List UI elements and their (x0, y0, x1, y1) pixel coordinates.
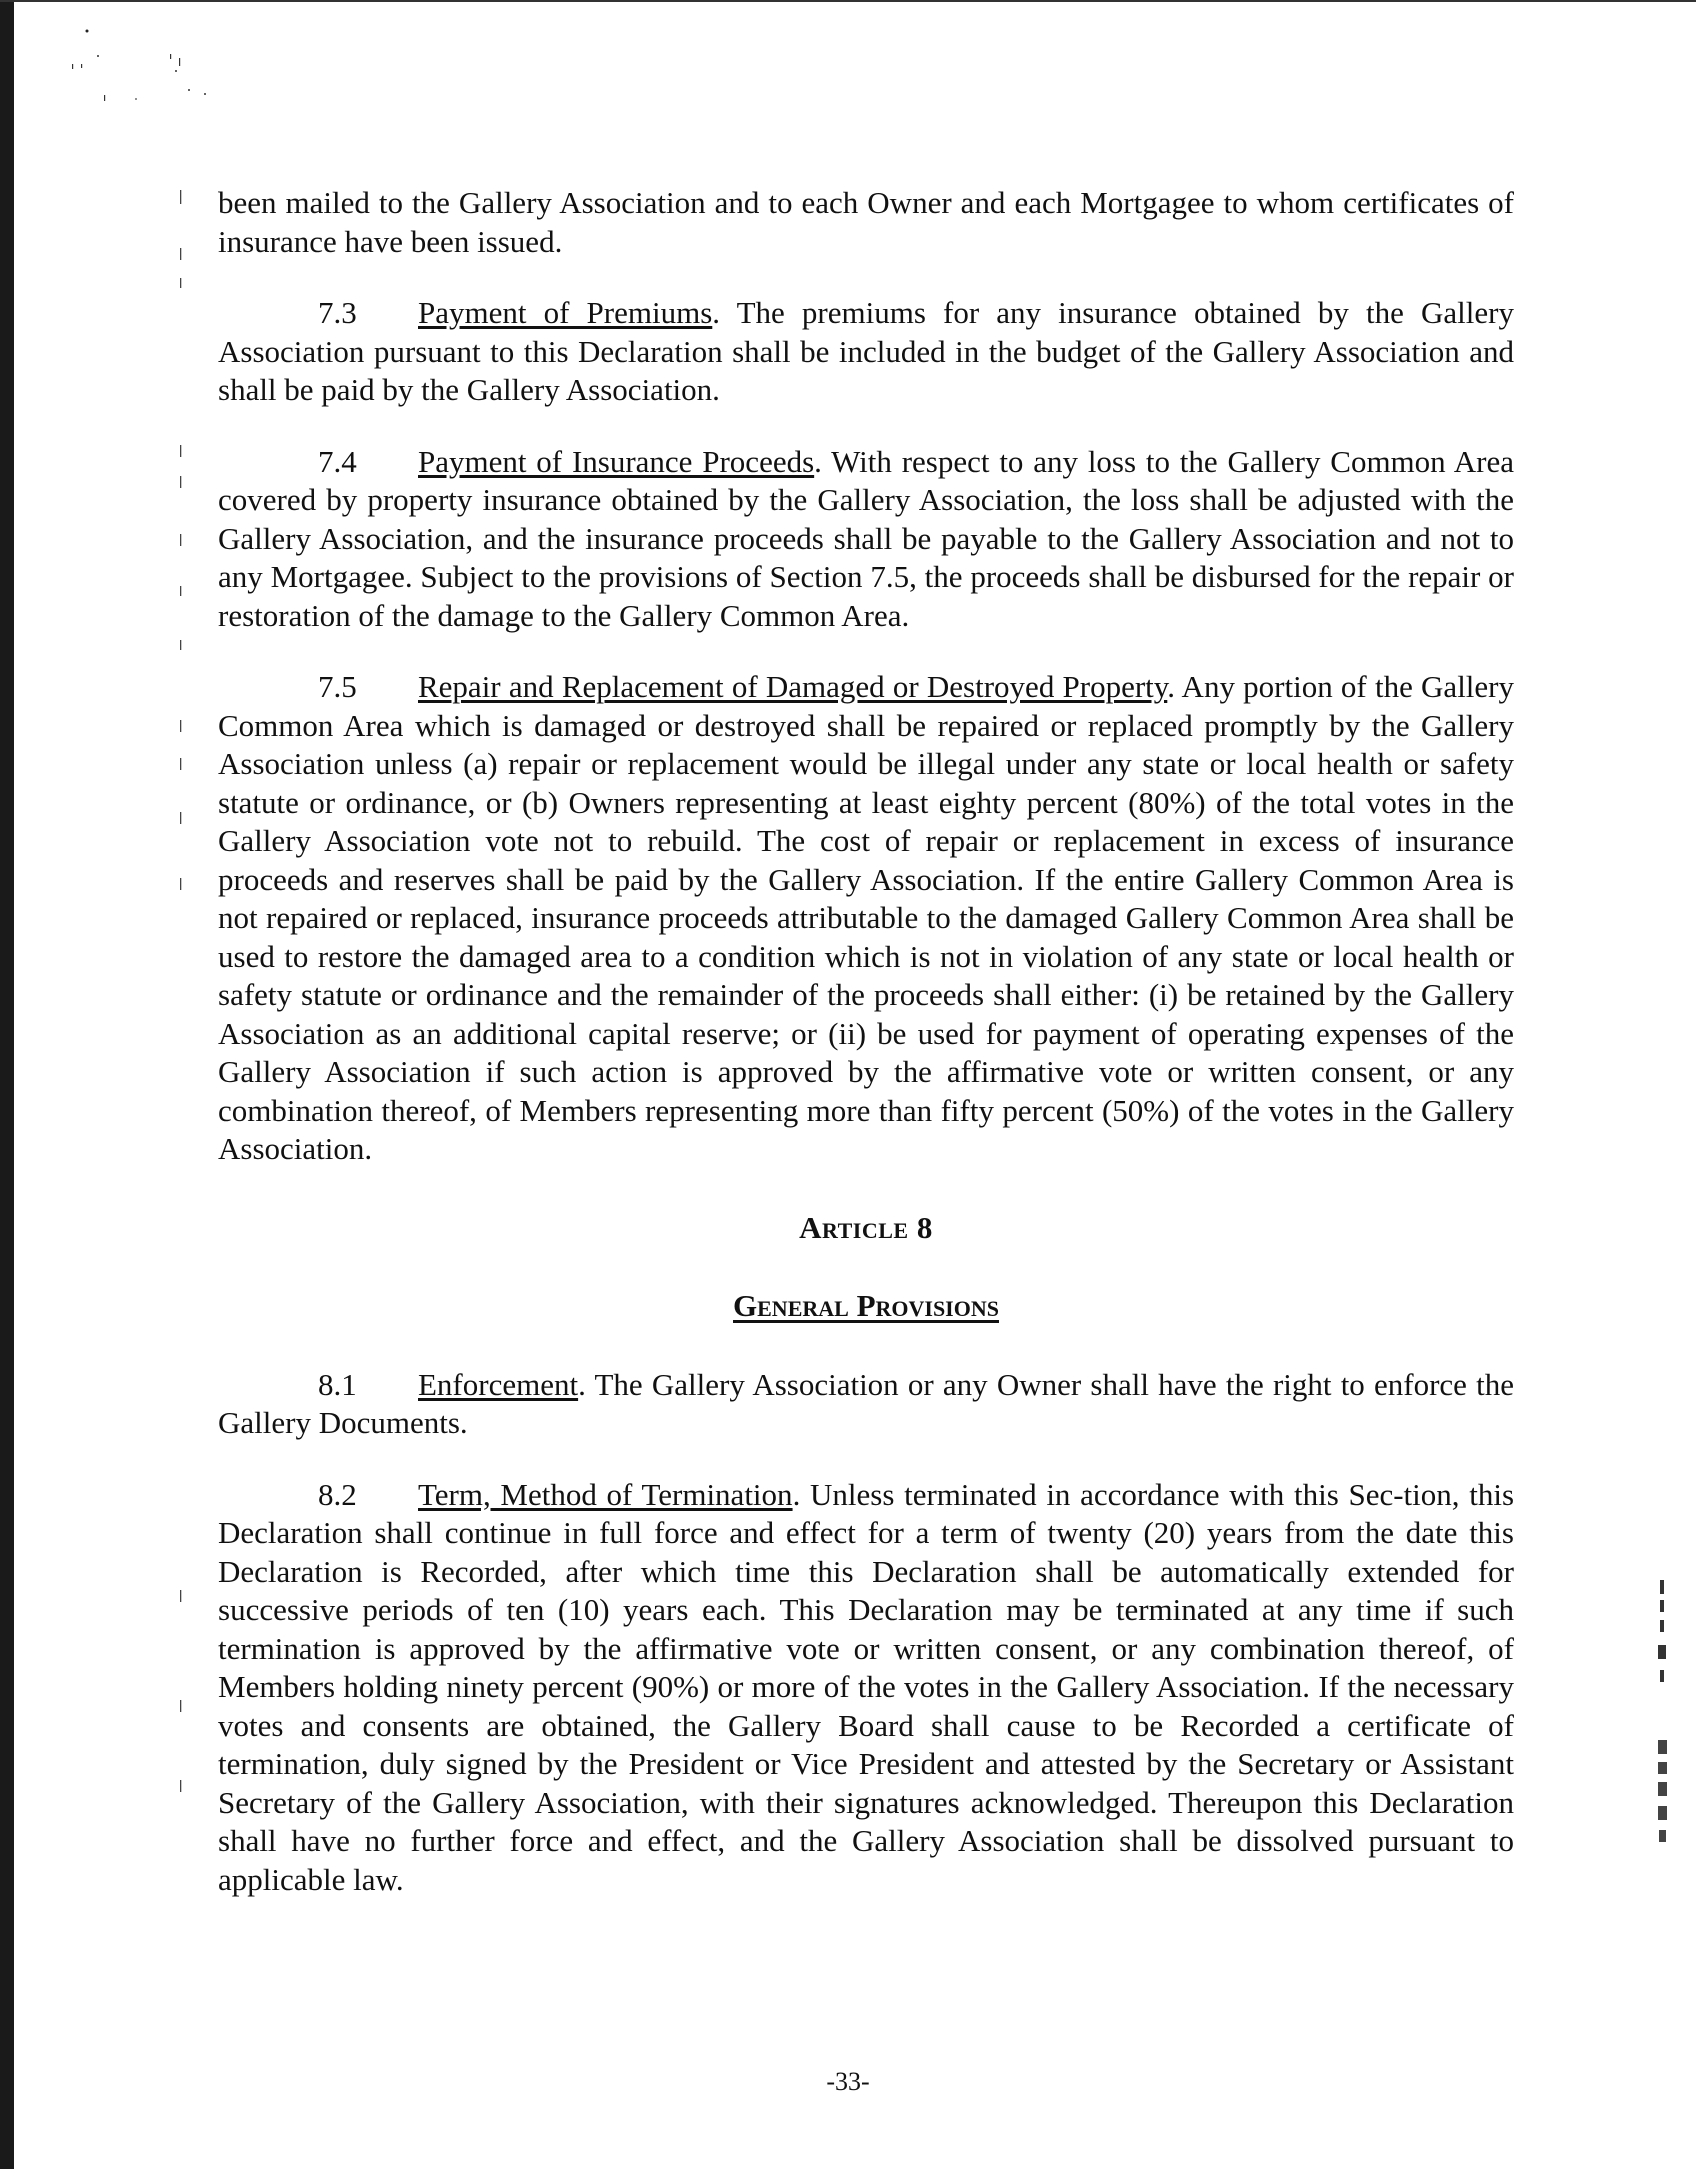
section-body: . The Gallery Association or any Owner shall have the right to enforce the Gallery Documents. (218, 1366, 1514, 1440)
section-body: . Any portion of the Gallery Common Area which is damaged or destroyed shall be repaired or replaced promptly by the Gallery Association unless (a) repair or replacement would be illegal under any state or local health or safety statute or ordinance, or (b) Owners representing at least eighty percent (80%) of the total votes in the Gallery Association vote not to rebuild. The cost of repair or replacement in excess of insurance proceeds and reserves shall be paid by the Gallery Association. If the entire Gallery Common Area is not repaired or replaced, insurance proceeds attributable to the damaged Gallery Common Area shall be used to restore the damaged area to a condition which is not in violation of any state or local health or safety statute or ordinance and the remainder of the proceeds shall either: (i) be retained by the Gallery Association as an additional capital reserve; or (ii) be used for payment of operating expenses of the Gallery Association if such action is approved by the affirmative vote or written consent, or any combination thereof, of Members representing more than fifty percent (50%) of the votes in the Gallery Association. (218, 669, 1514, 1166)
document-body (218, 184, 1514, 1932)
recording-stamp (1652, 1570, 1674, 1920)
page-number: -33- (826, 2067, 870, 2096)
section-number: 8.2 (318, 1476, 357, 1512)
section-8-2 (218, 1476, 1514, 1900)
article-title: General Provisions (733, 1288, 999, 1323)
section-8-1 (218, 1366, 1514, 1443)
section-body: . The premiums for any insurance obtained by the Gallery Association pursuant to this Declaration shall be included in the budget of the Gallery Association and shall be paid by the Gallery Association. (218, 295, 1514, 407)
section-body: . With respect to any loss to the Gallery Common Area covered by property insurance obtained by the Gallery Association, the loss shall be adjusted with the Gallery Association, and the insurance proceeds shall be payable to the Gallery Association and not to any Mortgagee. Subject to the provisions of Section 7.5, the proceeds shall be disbursed for the repair or restoration of the damage to the Gallery Common Area. (218, 443, 1515, 633)
margin-scan-marks (176, 190, 186, 1940)
section-body: . Unless terminated in accordance with this Sec-tion, this Declaration shall continue in full force and effect for a term of twenty (20) years from the date this Declaration is Recorded, after which time this Declaration shall be automatically extended for successive periods of ten (10) years each. This Declaration may be terminated at any time if such termination is approved by the affirmative vote or written consent, or any combination thereof, of Members holding ninety percent (90%) or more of the votes in the Gallery Association. If the necessary votes and consents are obtained, the Gallery Board shall cause to be Recorded a certificate of termination, duly signed by the President or Vice President and attested by the Secretary or Assistant Secretary of the Gallery Association, with their signatures acknowledged. Thereupon this Declaration shall have no further force and effect, and the Gallery Association shall be dissolved pursuant to applicable law. (218, 1476, 1515, 1897)
section-7-5 (218, 668, 1514, 1169)
section-number: 7.4 (318, 443, 357, 479)
section-title: Payment of Insurance Proceeds (418, 443, 815, 479)
continuation-paragraph: been mailed to the Gallery Association and to each Owner and each Mortgagee to whom certificates of insurance have been issued. (218, 185, 1514, 259)
section-title: Term, Method of Termination (418, 1476, 793, 1512)
section-7-4 (218, 443, 1514, 636)
scan-specks (40, 20, 240, 120)
section-title: Enforcement (418, 1366, 579, 1402)
section-number: 7.3 (318, 295, 357, 330)
section-7-3 (218, 294, 1514, 410)
scan-edge-left (0, 0, 14, 2169)
section-number: 7.5 (318, 669, 357, 704)
article-heading: Article 8 (799, 1209, 933, 1245)
scan-edge-top (0, 0, 1696, 2)
section-title: Payment of Premiums (418, 295, 713, 330)
section-number: 8.1 (318, 1366, 357, 1402)
section-title: Repair and Replacement of Damaged or Destroyed Property (418, 669, 1168, 704)
